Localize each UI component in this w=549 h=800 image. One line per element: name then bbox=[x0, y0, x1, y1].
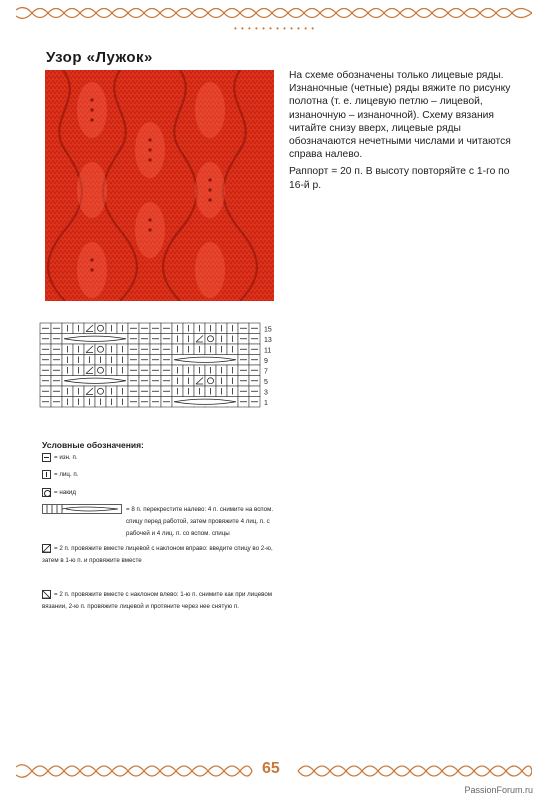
page-number: 65 bbox=[262, 760, 280, 777]
chart-row-number: 3 bbox=[264, 389, 268, 397]
watermark-text: PassionForum.ru bbox=[464, 785, 533, 795]
legend-item-purl bbox=[42, 452, 78, 464]
knit-icon bbox=[42, 470, 51, 479]
legend-text-yarn-over: = накид bbox=[54, 489, 76, 496]
ornamental-border-top bbox=[16, 6, 532, 20]
pattern-description bbox=[289, 69, 511, 196]
legend-text-cable: = 8 п. перекрестите налево: 4 п. снимите на вспом. спицу перед работой, затем провяжите 4 лиц. п. с рабочей и 4 лиц. п. со вспом. спицы bbox=[126, 506, 274, 537]
legend-item-yarn-over bbox=[42, 487, 76, 499]
cable-cross-bg bbox=[63, 376, 128, 386]
legend-text-ssk-left: = 2 п. провяжите вместе с наклоном влево: 1-ю п. снимите как при лицевом вязании, 2-ю п. провяжите лицевой и протяните через нее снятую п. bbox=[42, 591, 273, 610]
legend-text-purl: = изн. п. bbox=[54, 454, 78, 461]
chart-row-number: 15 bbox=[264, 326, 272, 334]
description-paragraph-2: Раппорт = 20 п. В высоту повторяйте с 1-го по 16-й р. bbox=[289, 166, 510, 191]
ssk-left-icon bbox=[42, 590, 51, 599]
legend-item-cable bbox=[42, 504, 282, 540]
chart-row-number: 1 bbox=[264, 400, 268, 407]
yarn-over-icon bbox=[42, 488, 51, 497]
legend-item-k2tog-right bbox=[42, 543, 282, 567]
chart-cell bbox=[95, 344, 106, 355]
purl-icon bbox=[42, 453, 51, 462]
chart-row-number: 11 bbox=[264, 347, 272, 355]
chart-cell bbox=[95, 386, 106, 397]
legend-text-knit: = лиц. п. bbox=[54, 471, 79, 478]
decorative-dots: • • • • • • • • • • • • bbox=[233, 24, 316, 33]
legend-title: Условные обозначения: bbox=[42, 440, 144, 450]
chart-row-number: 5 bbox=[264, 379, 268, 386]
knitting-chart bbox=[38, 321, 283, 410]
cable-cross-left-icon bbox=[42, 504, 122, 514]
k2tog-right-icon bbox=[42, 544, 51, 553]
chart-row-number: 7 bbox=[264, 368, 268, 376]
chart-cell bbox=[205, 334, 216, 345]
description-paragraph-1: На схеме обозначены только лицевые ряды. Изнаночные (четные) ряды вяжите по рисунку полотна (т. е. лицевую петлю – лицевой, изнаночную – изнаночной). Схему вязания читайте снизу вверх, лицевые ряды обозначаются нечетными числами и читаются справа налево. bbox=[289, 70, 511, 161]
pattern-title: Узор «Лужок» bbox=[46, 49, 153, 66]
chart-cell bbox=[95, 323, 106, 334]
chart-row-number: 13 bbox=[264, 337, 272, 344]
chart-row-number: 9 bbox=[264, 358, 268, 365]
legend-text-k2tog-right: = 2 п. провяжите вместе лицевой с наклоном вправо: введите спицу во 2-ю, затем в 1-ю п. и провяжите вместе bbox=[42, 545, 273, 564]
chart-cell bbox=[205, 376, 216, 387]
cable-cross-bg bbox=[173, 355, 238, 365]
legend-item-ssk-left bbox=[42, 589, 282, 613]
chart-cell bbox=[95, 365, 106, 376]
cable-cross-bg bbox=[173, 397, 238, 407]
knit-fabric-photo bbox=[45, 70, 274, 301]
legend-item-knit bbox=[42, 469, 78, 481]
cable-cross-bg bbox=[63, 334, 128, 344]
